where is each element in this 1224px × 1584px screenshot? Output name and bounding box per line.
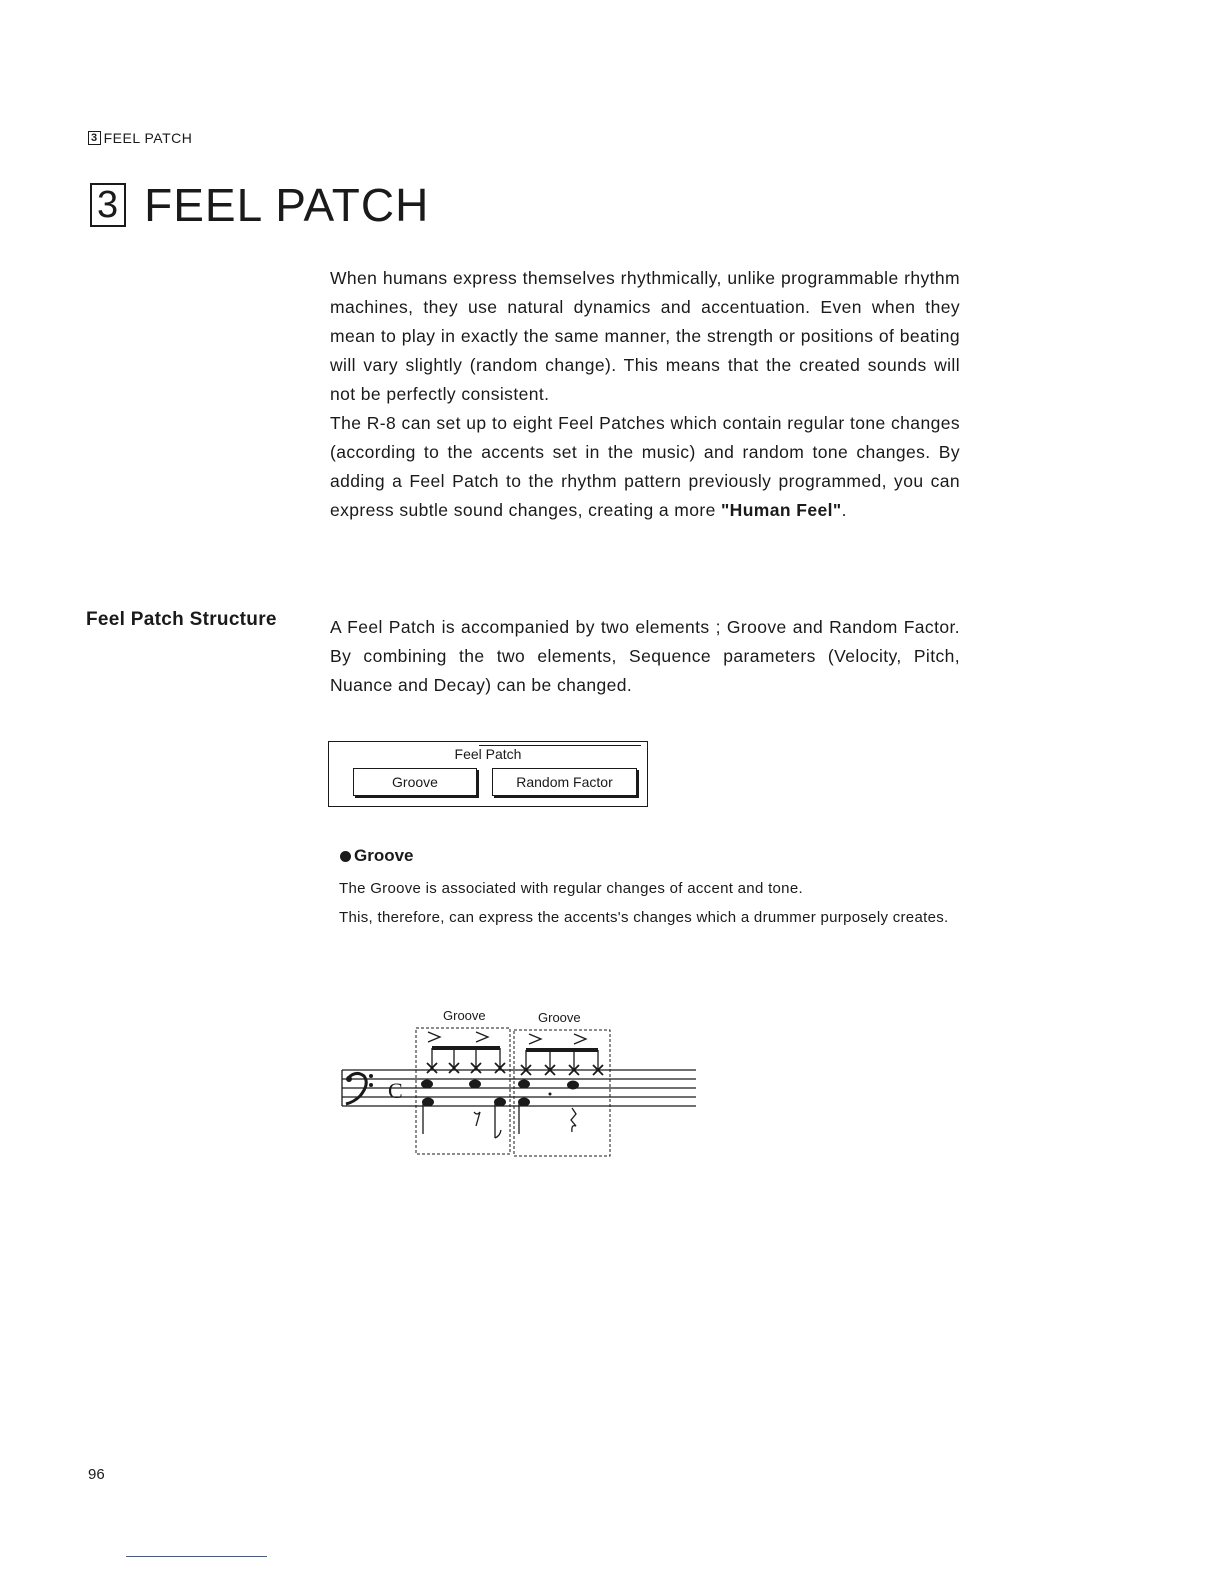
beams [432, 1048, 598, 1050]
diagram-title: Feel Patch [454, 746, 522, 762]
structure-heading: Feel Patch Structure [86, 609, 277, 630]
bottom-rule [126, 1556, 267, 1557]
title-section-number: 3 [90, 183, 126, 227]
groove-heading [340, 846, 414, 866]
human-feel-emphasis: "Human Feel" [720, 500, 842, 520]
groove-line-2: This, therefore, can express the accents's changes which a drummer purposely creates. [339, 909, 949, 926]
page-number: 96 [88, 1466, 105, 1483]
header-title: FEEL PATCH [103, 130, 193, 146]
header-section-number: 3 [88, 131, 101, 145]
intro-paragraph-1: When humans express themselves rhythmically, unlike programmable rhythm machines, they use natural dynamics and accentuation. Even when they mean to play in exactly the same manner, the strength or positions of beating will vary slightly (random change). This means that the created sounds will not be perfectly consistent. [330, 268, 960, 404]
page-title [90, 178, 429, 232]
random-factor-box: Random Factor [492, 768, 637, 796]
bullet-icon [340, 851, 351, 862]
groove-box: Groove [353, 768, 477, 796]
feel-patch-diagram [328, 741, 648, 807]
accent-marks [428, 1032, 586, 1044]
intro-paragraph-2 [330, 409, 960, 525]
structure-paragraph: A Feel Patch is accompanied by two elements ; Groove and Random Factor. By combining the two elements, Sequence parameters (Velocity, Pitch, Nuance and Decay) can be changed. [330, 617, 960, 695]
dot-mark [549, 1093, 552, 1096]
lower-voice [423, 1102, 576, 1138]
intro-paragraph-2-end: . [841, 500, 847, 520]
time-signature: C [388, 1078, 403, 1103]
groove-text [339, 874, 951, 932]
score-label-groove-2: Groove [538, 1010, 581, 1025]
groove-line-1: The Groove is associated with regular changes of accent and tone. [339, 880, 803, 897]
groove-score-illustration [336, 1002, 706, 1162]
bass-clef-icon [346, 1073, 373, 1104]
intro-text [330, 264, 960, 525]
structure-text [330, 613, 960, 700]
intro-paragraph-2-start: The R-8 can set up to eight Feel Patches which contain regular tone changes (according to the accents set in the music) and random tone changes. By adding a Feel Patch to the rhythm pattern previously programmed, you can express subtle sound changes, creating a more [330, 413, 960, 520]
title-text: FEEL PATCH [144, 179, 430, 231]
groove-heading-text: Groove [354, 846, 414, 865]
running-header [88, 130, 192, 146]
drum-noteheads [421, 1080, 579, 1107]
score-label-groove-1: Groove [443, 1008, 486, 1023]
